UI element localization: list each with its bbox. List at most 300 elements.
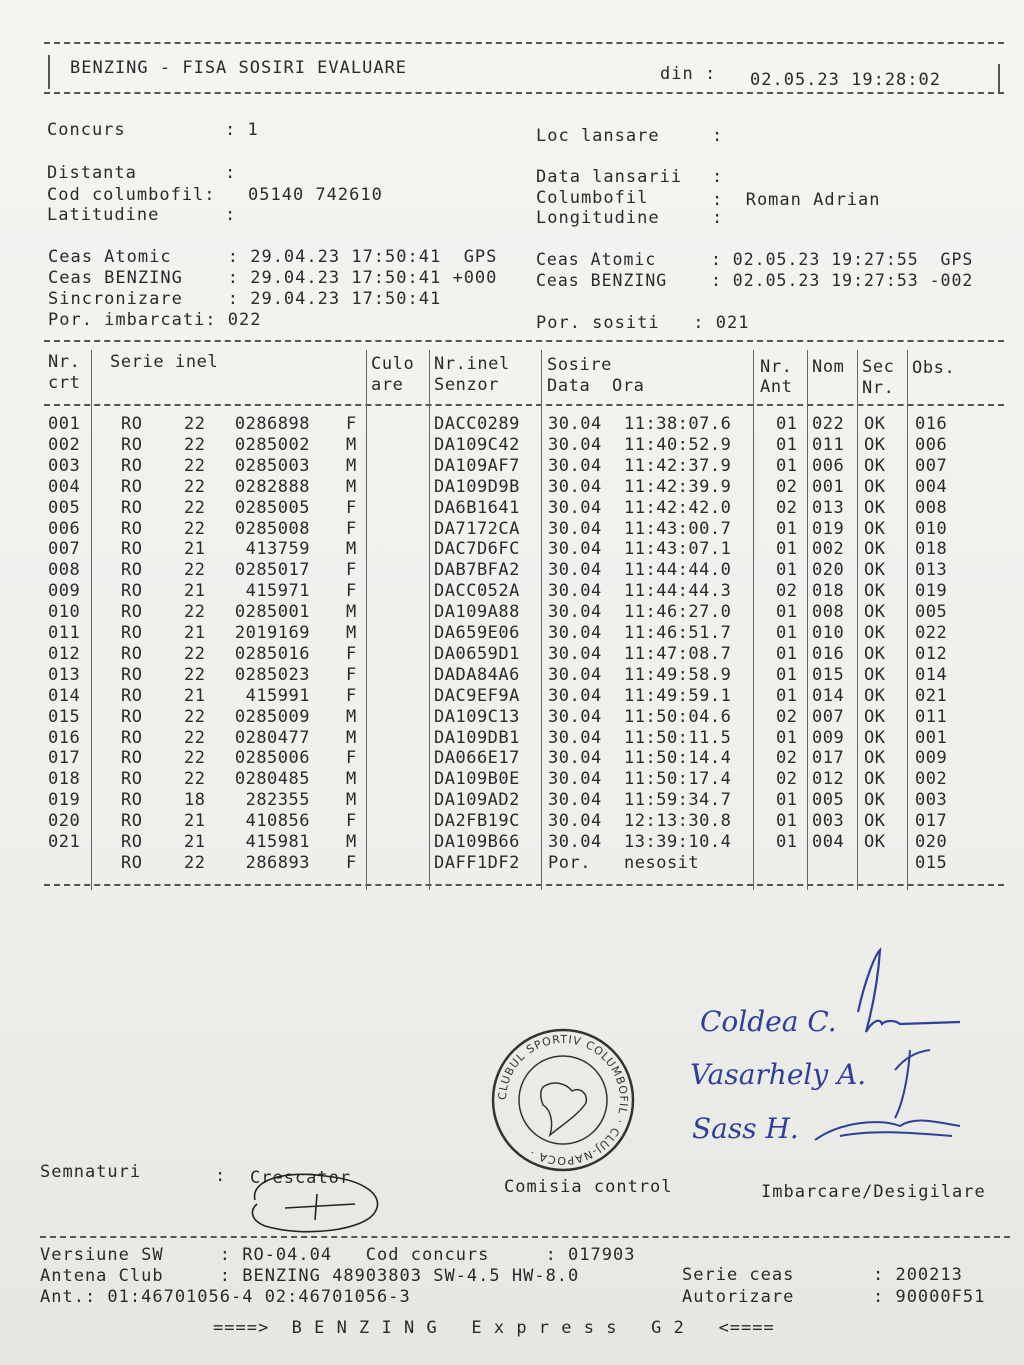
row-ring-number: 410856 — [245, 811, 310, 832]
table-bottom-rule — [44, 884, 1004, 886]
table-row — [48, 853, 1008, 874]
row-nr-crt: 013 — [48, 664, 81, 685]
row-time: nesosit — [624, 852, 700, 873]
row-obs: 005 — [915, 602, 948, 623]
row-antenna: 02 — [776, 476, 798, 497]
table-row — [48, 539, 1008, 560]
row-date: 30.04 — [548, 434, 602, 455]
row-obs: 002 — [915, 769, 948, 790]
row-time: 11:47:08.7 — [624, 643, 732, 664]
table-row — [48, 707, 1008, 728]
row-sex: F — [346, 664, 357, 685]
row-ring-number: 0285006 — [234, 748, 310, 769]
row-nom: 017 — [812, 748, 845, 769]
row-sex: F — [346, 560, 357, 581]
row-nom: 003 — [812, 811, 845, 832]
row-year: 22 — [184, 643, 206, 664]
row-date: 30.04 — [548, 748, 602, 769]
row-date: 30.04 — [548, 581, 602, 602]
row-year: 22 — [184, 664, 206, 685]
row-date: 30.04 — [548, 623, 602, 643]
row-country: RO — [121, 623, 143, 643]
row-year: 22 — [184, 518, 206, 539]
row-antenna: 02 — [776, 497, 798, 518]
row-sensor: DA109B0E — [434, 769, 520, 790]
row-obs: 001 — [915, 727, 948, 748]
row-sec: OK — [864, 539, 886, 560]
din-value: 02.05.23 19:28:02 — [750, 70, 941, 90]
table-row — [48, 790, 1008, 811]
row-country: RO — [121, 602, 143, 623]
row-antenna: 01 — [776, 643, 798, 664]
row-nom: 004 — [812, 832, 845, 852]
row-time: 11:50:11.5 — [624, 727, 732, 748]
row-ring-number: 413759 — [245, 539, 310, 560]
row-nom: 014 — [812, 685, 845, 706]
row-sex: M — [346, 790, 357, 811]
table-row — [48, 728, 1008, 749]
table-row — [48, 498, 1008, 519]
club-stamp-seal — [488, 1025, 638, 1175]
table-row — [48, 832, 1008, 853]
row-ring-number: 282355 — [245, 790, 310, 811]
row-date: 30.04 — [548, 560, 602, 581]
row-obs: 018 — [915, 539, 948, 560]
row-country: RO — [121, 706, 143, 727]
row-ring-number: 415971 — [245, 581, 310, 602]
row-obs: 015 — [915, 852, 948, 873]
row-country: RO — [121, 811, 143, 832]
row-date: 30.04 — [548, 832, 602, 852]
row-time: 11:42:37.9 — [624, 455, 732, 476]
th-culo: Culo — [371, 354, 415, 374]
row-obs: 003 — [915, 790, 948, 811]
signature-name-1: Coldea C. — [700, 1005, 837, 1038]
row-sec: OK — [864, 581, 886, 602]
row-antenna: 01 — [776, 414, 798, 434]
row-date: 30.04 — [548, 602, 602, 623]
row-sensor: DA2FB19C — [434, 811, 520, 832]
row-nr-crt: 007 — [48, 539, 81, 560]
row-sec: OK — [864, 434, 886, 455]
table-row — [48, 811, 1008, 832]
row-sensor: DADA84A6 — [434, 664, 520, 685]
row-year: 21 — [184, 832, 206, 852]
longitudine-label: Longitudine — [536, 208, 660, 228]
row-date: 30.04 — [548, 706, 602, 727]
row-year: 22 — [184, 476, 206, 497]
concurs-value: : 1 — [225, 120, 259, 140]
row-ring-number: 286893 — [245, 852, 310, 873]
th-serie: Serie inel — [110, 352, 219, 372]
row-country: RO — [121, 560, 143, 581]
row-nr-crt: 012 — [48, 643, 81, 664]
th-sec: Sec — [862, 357, 895, 377]
row-sex: M — [346, 455, 357, 476]
table-top-rule — [44, 340, 1004, 342]
row-nom: 013 — [812, 497, 845, 518]
row-nom: 022 — [812, 414, 845, 434]
row-nom: 001 — [812, 476, 845, 497]
row-nr-crt: 001 — [48, 414, 81, 434]
row-ring-number: 0285016 — [234, 643, 310, 664]
row-nom: 009 — [812, 727, 845, 748]
row-antenna: 01 — [776, 727, 798, 748]
ceas-atomic-start: Ceas Atomic : 29.04.23 17:50:41 GPS — [48, 247, 498, 267]
table-row — [48, 456, 1008, 477]
row-ring-number: 0282888 — [234, 476, 310, 497]
row-sensor: DA066E17 — [434, 748, 520, 769]
row-date: 30.04 — [548, 497, 602, 518]
th-dataora: Data Ora — [547, 376, 645, 396]
row-date: 30.04 — [548, 685, 602, 706]
concurs-label: Concurs — [47, 120, 126, 140]
signature-name-2: Vasarhely A. — [690, 1058, 867, 1091]
ceas-benzing-end: Ceas BENZING : 02.05.23 19:27:53 -002 — [536, 271, 974, 290]
row-year: 22 — [184, 727, 206, 748]
row-sex: M — [346, 476, 357, 497]
row-sensor: DA0659D1 — [434, 643, 520, 664]
din-label: din : — [660, 64, 717, 84]
row-obs: 012 — [915, 643, 948, 664]
row-sec: OK — [864, 811, 886, 832]
row-time: 13:39:10.4 — [624, 832, 732, 852]
row-year: 22 — [184, 852, 206, 873]
row-antenna: 02 — [776, 581, 798, 602]
row-nr-crt: 004 — [48, 476, 81, 497]
cod-columbofil-value: 05140 742610 — [248, 185, 383, 205]
row-obs: 006 — [915, 434, 948, 455]
th-obs: Obs. — [912, 358, 956, 378]
row-sex: M — [346, 832, 357, 852]
row-time: 11:46:51.7 — [624, 623, 732, 643]
header-right-bar — [998, 64, 1000, 92]
row-ring-number: 0285009 — [234, 706, 310, 727]
row-country: RO — [121, 664, 143, 685]
row-sec: OK — [864, 685, 886, 706]
row-sex: F — [346, 748, 357, 769]
por-sositi: Por. sositi : 021 — [536, 313, 750, 333]
row-year: 21 — [184, 685, 206, 706]
row-time: 11:49:58.9 — [624, 664, 732, 685]
row-country: RO — [121, 832, 143, 852]
table-row — [48, 748, 1008, 769]
row-sensor: DA109C13 — [434, 706, 520, 727]
row-year: 22 — [184, 560, 206, 581]
signature-name-3: Sass H. — [692, 1112, 799, 1145]
table-row — [48, 769, 1008, 790]
page-title: BENZING - FISA SOSIRI EVALUARE — [70, 58, 408, 78]
por-imbarcati: Por. imbarcati: 022 — [48, 310, 262, 330]
row-antenna: 01 — [776, 518, 798, 539]
row-antenna: 01 — [776, 539, 798, 560]
table-row — [48, 623, 1008, 644]
row-antenna: 01 — [776, 811, 798, 832]
row-date: 30.04 — [548, 811, 602, 832]
row-ring-number: 0285001 — [234, 602, 310, 623]
row-nom: 008 — [812, 602, 845, 623]
row-date: 30.04 — [548, 539, 602, 560]
row-nom: 012 — [812, 769, 845, 790]
row-antenna: 01 — [776, 560, 798, 581]
row-time: 11:50:17.4 — [624, 769, 732, 790]
row-country: RO — [121, 518, 143, 539]
row-sensor: DAC9EF9A — [434, 685, 520, 706]
row-sex: M — [346, 623, 357, 643]
row-sensor: DAFF1DF2 — [434, 852, 520, 873]
row-country: RO — [121, 769, 143, 790]
row-antenna: 02 — [776, 706, 798, 727]
row-obs: 022 — [915, 623, 948, 643]
row-sex: F — [346, 518, 357, 539]
row-antenna: 01 — [776, 455, 798, 476]
row-time: 11:38:07.6 — [624, 414, 732, 434]
row-antenna: 02 — [776, 769, 798, 790]
row-nr-crt: 011 — [48, 623, 81, 643]
row-sex: M — [346, 602, 357, 623]
data-lansarii-label: Data lansarii — [536, 167, 683, 187]
row-nom: 005 — [812, 790, 845, 811]
row-sec: OK — [864, 602, 886, 623]
row-nr-crt: 018 — [48, 769, 81, 790]
row-sec: OK — [864, 748, 886, 769]
row-antenna: 01 — [776, 623, 798, 643]
data-lansarii-value: : — [712, 167, 724, 187]
row-obs: 019 — [915, 581, 948, 602]
row-sec: OK — [864, 706, 886, 727]
row-sex: F — [346, 414, 357, 434]
row-time: 11:40:52.9 — [624, 434, 732, 455]
row-country: RO — [121, 414, 143, 434]
row-sec: OK — [864, 414, 886, 434]
row-sec: OK — [864, 455, 886, 476]
row-sex: M — [346, 706, 357, 727]
row-nom: 006 — [812, 455, 845, 476]
th-senzor: Senzor — [434, 375, 500, 395]
th-are: are — [371, 375, 404, 395]
row-ring-number: 415981 — [245, 832, 310, 852]
row-sensor: DA109A88 — [434, 602, 520, 623]
row-sensor: DACC052A — [434, 581, 520, 602]
row-date: 30.04 — [548, 727, 602, 748]
longitudine-value: : — [712, 208, 724, 228]
row-country: RO — [121, 852, 143, 873]
row-obs: 014 — [915, 664, 948, 685]
row-nr-crt: 021 — [48, 832, 81, 852]
row-date: 30.04 — [548, 664, 602, 685]
row-country: RO — [121, 476, 143, 497]
table-row — [48, 519, 1008, 540]
footer-ant: Ant.: 01:46701056-4 02:46701056-3 — [40, 1287, 411, 1307]
row-sensor: DA109AF7 — [434, 455, 520, 476]
row-nr-crt: 016 — [48, 727, 81, 748]
th-sosire: Sosire — [547, 355, 613, 375]
row-sensor: DAB7BFA2 — [434, 560, 520, 581]
crescator-label: Crescator — [250, 1168, 352, 1188]
row-time: 11:43:07.1 — [624, 539, 732, 560]
row-nr-crt: 017 — [48, 748, 81, 769]
latitudine-label: Latitudine — [47, 205, 160, 225]
footer-serie-ceas: Serie ceas : 200213 — [682, 1265, 963, 1285]
row-date: 30.04 — [548, 518, 602, 539]
row-sec: OK — [864, 623, 886, 643]
row-ring-number: 0286898 — [234, 414, 310, 434]
row-sensor: DA659E06 — [434, 623, 520, 643]
row-nom: 015 — [812, 664, 845, 685]
crescator-signature — [245, 1160, 385, 1240]
row-year: 21 — [184, 811, 206, 832]
row-country: RO — [121, 790, 143, 811]
row-antenna: 02 — [776, 748, 798, 769]
semnaturi-colon: : — [215, 1166, 227, 1186]
row-time: 11:59:34.7 — [624, 790, 732, 811]
ceas-benzing-start: Ceas BENZING : 29.04.23 17:50:41 +000 — [48, 268, 498, 288]
row-nr-crt: 002 — [48, 434, 81, 455]
row-sec: OK — [864, 476, 886, 497]
row-year: 22 — [184, 748, 206, 769]
row-nr-crt: 014 — [48, 685, 81, 706]
row-year: 21 — [184, 581, 206, 602]
row-sensor: DA109AD2 — [434, 790, 520, 811]
row-year: 22 — [184, 769, 206, 790]
row-nom: 007 — [812, 706, 845, 727]
row-obs: 004 — [915, 476, 948, 497]
row-year: 22 — [184, 434, 206, 455]
row-country: RO — [121, 748, 143, 769]
row-sex: F — [346, 811, 357, 832]
row-nom: 019 — [812, 518, 845, 539]
header-top-rule — [44, 42, 1004, 44]
th-nrinel: Nr.inel — [434, 354, 510, 374]
row-nom: 018 — [812, 581, 845, 602]
row-year: 21 — [184, 539, 206, 560]
row-date: Por. — [548, 852, 591, 873]
row-sex: F — [346, 643, 357, 664]
row-nr-crt: 019 — [48, 790, 81, 811]
row-nr-crt: 005 — [48, 497, 81, 518]
row-ring-number: 0285005 — [234, 497, 310, 518]
row-antenna: 01 — [776, 664, 798, 685]
row-sec: OK — [864, 832, 886, 852]
row-sensor: DA6B1641 — [434, 497, 520, 518]
row-time: 11:50:14.4 — [624, 748, 732, 769]
row-ring-number: 0280477 — [234, 727, 310, 748]
row-sex: F — [346, 685, 357, 706]
header-bottom-rule — [44, 92, 1004, 94]
row-time: 11:50:04.6 — [624, 706, 732, 727]
table-header-rule — [44, 404, 1004, 406]
row-date: 30.04 — [548, 455, 602, 476]
row-time: 11:46:27.0 — [624, 602, 732, 623]
row-sex: F — [346, 497, 357, 518]
row-country: RO — [121, 455, 143, 476]
imbarcare-desigilare-label: Imbarcare/Desigilare — [761, 1182, 986, 1202]
row-date: 30.04 — [548, 414, 602, 434]
row-nr-crt: 008 — [48, 560, 81, 581]
row-sec: OK — [864, 727, 886, 748]
table-row — [48, 477, 1008, 498]
row-sensor: DA109DB1 — [434, 727, 520, 748]
row-ring-number: 0285017 — [234, 560, 310, 581]
table-row — [48, 414, 1008, 435]
table-row — [48, 665, 1008, 686]
row-time: 12:13:30.8 — [624, 811, 732, 832]
th-secnr: Nr. — [862, 378, 895, 398]
distanta-value: : — [225, 163, 237, 183]
footer-autorizare: Autorizare : 90000F51 — [682, 1287, 986, 1307]
row-obs: 013 — [915, 560, 948, 581]
row-ring-number: 415991 — [245, 685, 310, 706]
row-sec: OK — [864, 518, 886, 539]
row-antenna: 01 — [776, 685, 798, 706]
row-sec: OK — [864, 643, 886, 664]
columbofil-value: : Roman Adrian — [712, 190, 881, 210]
row-date: 30.04 — [548, 790, 602, 811]
row-nr-crt: 006 — [48, 518, 81, 539]
row-sensor: DA109D9B — [434, 476, 520, 497]
footer-rule — [40, 1236, 1010, 1238]
row-nom: 016 — [812, 643, 845, 664]
row-nom: 002 — [812, 539, 845, 560]
row-sex: F — [346, 852, 357, 873]
row-year: 22 — [184, 414, 206, 434]
row-sensor: DA109C42 — [434, 434, 520, 455]
row-time: 11:43:00.7 — [624, 518, 732, 539]
row-time: 11:49:59.1 — [624, 685, 732, 706]
row-nom: 010 — [812, 623, 845, 643]
row-sec: OK — [864, 497, 886, 518]
footer-versiune: Versiune SW : RO-04.04 Cod concurs : 017903 — [40, 1245, 636, 1265]
row-obs: 010 — [915, 518, 948, 539]
row-time: 11:44:44.3 — [624, 581, 732, 602]
table-row — [48, 686, 1008, 707]
th-nr: Nr. — [48, 352, 81, 372]
row-year: 18 — [184, 790, 206, 811]
semnaturi-label: Semnaturi — [40, 1162, 142, 1182]
row-sec: OK — [864, 790, 886, 811]
row-sensor: DACC0289 — [434, 414, 520, 434]
row-obs: 017 — [915, 811, 948, 832]
row-country: RO — [121, 497, 143, 518]
table-row — [48, 560, 1008, 581]
svg-text:CLUBUL SPORTIV COLUMBOFIL · CL: CLUBUL SPORTIV COLUMBOFIL · CLUJ-NAPOCA · — [495, 1032, 631, 1168]
row-date: 30.04 — [548, 643, 602, 664]
row-nr-crt: 020 — [48, 811, 81, 832]
footer-express: ====> B E N Z I N G E x p r e s s G 2 <==== — [213, 1318, 775, 1338]
row-antenna: 01 — [776, 602, 798, 623]
row-ring-number: 0285023 — [234, 664, 310, 685]
row-obs: 007 — [915, 455, 948, 476]
row-time: 11:42:39.9 — [624, 476, 732, 497]
row-antenna: 01 — [776, 434, 798, 455]
row-nr-crt: 015 — [48, 706, 81, 727]
row-time: 11:44:44.0 — [624, 560, 732, 581]
row-date: 30.04 — [548, 769, 602, 790]
row-nr-crt: 003 — [48, 455, 81, 476]
loc-lansare-value: : — [712, 126, 724, 146]
row-country: RO — [121, 539, 143, 560]
footer-antena: Antena Club : BENZING 48903803 SW-4.5 HW-8.0 — [40, 1266, 580, 1286]
row-year: 22 — [184, 602, 206, 623]
row-sex: M — [346, 727, 357, 748]
row-nom: 020 — [812, 560, 845, 581]
row-date: 30.04 — [548, 476, 602, 497]
row-antenna: 01 — [776, 832, 798, 852]
row-sensor: DA7172CA — [434, 518, 520, 539]
sincronizare: Sincronizare : 29.04.23 17:50:41 — [48, 289, 442, 309]
row-nr-crt: 009 — [48, 581, 81, 602]
row-sex: M — [346, 769, 357, 790]
